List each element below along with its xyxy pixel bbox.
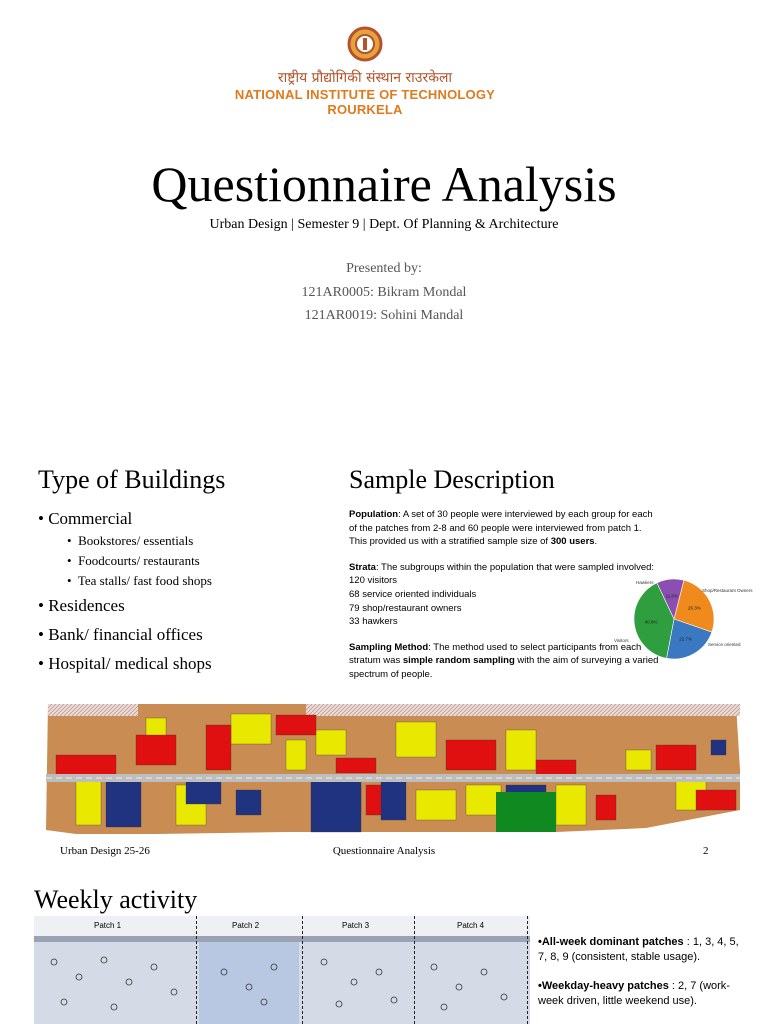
- presented-by-label: Presented by:: [346, 261, 422, 276]
- type-of-buildings-heading: Type of Buildings: [38, 465, 226, 494]
- list-item-label: Bank/ financial offices: [48, 625, 203, 644]
- list-item: • Tea stalls/ fast food shops: [67, 573, 212, 588]
- pie-category-label: Service oriented: [708, 642, 741, 647]
- weekly-activity-map: [34, 916, 530, 1024]
- note-weekday: •Weekday-heavy patches : 2, 7 (work-week driven, little weekend use).: [538, 980, 730, 1007]
- presenter-2: 121AR0019: Sohini Mandal: [304, 308, 464, 323]
- institute-emblem-icon: [347, 26, 383, 62]
- pie-category-label: Shop/Restaurant Owners: [702, 588, 753, 593]
- weekly-activity-heading: Weekly activity: [34, 885, 198, 914]
- list-item: • Residences: [38, 596, 125, 615]
- list-item-label: Commercial: [48, 509, 133, 528]
- list-item: • Commercial: [38, 509, 133, 528]
- institute-name-english: NATIONAL INSTITUTE OF TECHNOLOGY ROURKELA: [234, 87, 496, 117]
- list-item-label: Foodcourts/ restaurants: [78, 553, 200, 568]
- patch-label: Patch 4: [457, 921, 485, 930]
- list-item-label: Hospital/ medical shops: [48, 654, 212, 673]
- page-number: 2: [703, 845, 709, 857]
- site-building-map: [36, 700, 744, 836]
- footer-left: Urban Design 25-26: [60, 845, 150, 857]
- list-item-label: Bookstores/ essentials: [78, 533, 194, 548]
- strata-paragraph: Strata: The subgroups within the population that were sampled involved: 120 visitors 68 service oriented individuals 79 shop/restaurant owners 33 hawkers: [349, 561, 655, 628]
- strata-pie-chart: [616, 572, 762, 664]
- institute-name-hindi: राष्ट्रीय प्रौद्योगिकी संस्थान राउरकेला: [277, 70, 453, 86]
- footer-center: Questionnaire Analysis: [332, 845, 436, 857]
- weekly-activity-notes: [538, 935, 748, 1023]
- pie-data-label: 26.3%: [688, 605, 701, 611]
- list-item: • Hospital/ medical shops: [38, 654, 212, 673]
- patch-label: Patch 3: [342, 921, 370, 930]
- note-all-week: •All-week dominant patches : 1, 3, 4, 5, 7, 8, 9 (consistent, stable usage).: [538, 936, 739, 963]
- list-item: • Bank/ financial offices: [38, 625, 203, 644]
- list-item-label: Tea stalls/ fast food shops: [77, 573, 212, 588]
- institute-logo: [205, 24, 525, 117]
- pie-data-label: 22.7%: [679, 636, 693, 642]
- pie-data-label: 40.0%: [644, 619, 658, 625]
- activity-markers: [34, 942, 530, 1024]
- presenter-1: 121AR0005: Bikram Mondal: [301, 285, 467, 300]
- list-item-label: Residences: [48, 596, 125, 615]
- pie-data-label: 11.0%: [665, 593, 679, 599]
- sampling-method-paragraph: Sampling Method: The method used to select participants from each stratum was simple random sampling with the aim of surveying a varied spectrum of people.: [349, 641, 659, 680]
- sample-description-text: [349, 508, 659, 694]
- list-item: • Bookstores/ essentials: [67, 533, 194, 548]
- sample-description-heading: Sample Description: [349, 465, 555, 494]
- page-subtitle: Urban Design | Semester 9 | Dept. Of Planning & Architecture: [209, 217, 559, 232]
- patch-label: Patch 1: [94, 921, 122, 930]
- patch-label: Patch 2: [232, 921, 260, 930]
- pie-category-label: Hawkers: [636, 580, 654, 585]
- page-title: Questionnaire Analysis: [151, 156, 617, 212]
- pie-category-label: Visitors: [614, 638, 629, 643]
- list-item: • Foodcourts/ restaurants: [67, 553, 200, 568]
- population-paragraph: Population: A set of 30 people were interviewed by each group for each of the patches from 2-8 and 60 people were interviewed from patch 1. This provided us with a stratified sample size of 300 users.: [349, 509, 653, 548]
